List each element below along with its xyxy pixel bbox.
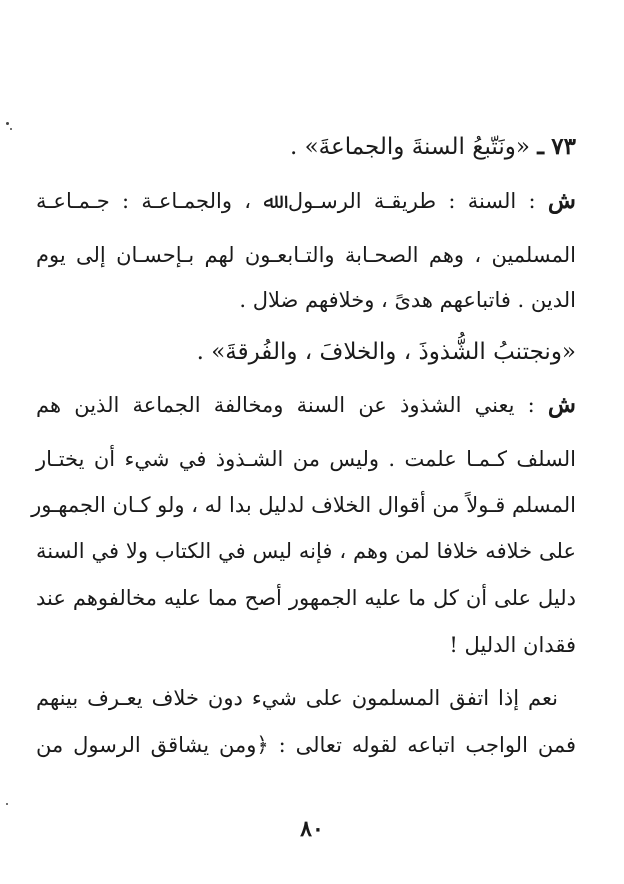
- section-quote-2: «ونجتنبُ الشُّذوذَ ، والخلافَ ، والفُرقةَ» .: [196, 339, 576, 365]
- comment-1-line-1: [36, 186, 576, 216]
- scan-speck: [6, 803, 8, 805]
- comment-2-line-6: فقدان الدليل !: [449, 633, 576, 657]
- comment-2-line-1: [36, 390, 576, 420]
- commentary-marker: ش: [547, 187, 576, 214]
- section-dash: ـ: [537, 133, 544, 160]
- comment-2-line-5: دليل على أن كل ما عليه الجمهور أصح مما عليه مخالفوهم عند: [36, 586, 576, 610]
- scan-speck: [10, 128, 12, 130]
- paragraph-3-line-2: فمن الواجب اتباعه لقوله تعالى : ﴿ومن يشاقق الرسول من: [36, 733, 576, 757]
- section-number: ٧٣: [551, 133, 576, 160]
- paragraph-3-line-1: نعم إذا اتفق المسلمون على شيء دون خلاف يعـرف بينهم: [36, 686, 558, 710]
- comment-1-line-2: المسلمين ، وهم الصحـابة والتـابعـون لهم بـإحسـان إلى يوم: [36, 243, 576, 267]
- section-73-quote: «ونَتّبعُ السنةَ والجماعةَ» .: [289, 134, 530, 160]
- commentary-marker: ش: [547, 391, 576, 418]
- comment-2-line-3: المسلم قـولاً من أقوال الخلاف لدليل بدا له ، ولو كـان الجمهـور: [31, 493, 576, 517]
- comment-text: : السنة : طريقـة الرسـول ﷲ ، والجمـاعـة : جـمـاعـة: [36, 189, 536, 213]
- page-number: ٨٠: [300, 816, 324, 842]
- comment-2-line-2: السلف كـمـا علمت . وليس من الشـذوذ في شيء أن يختـار: [36, 447, 576, 471]
- comment-1-line-3: الدين . فاتباعهم هدىً ، وخلافهم ضلال .: [239, 288, 576, 312]
- section-73-heading: [36, 132, 576, 162]
- scan-speck: [6, 122, 9, 125]
- comment-2-line-4: على خلافه خلافا لمن وهم ، فإنه ليس في الكتاب ولا في السنة: [36, 539, 576, 563]
- comment-text: : يعني الشذوذ عن السنة ومخالفة الجماعة الذين هم: [36, 393, 535, 417]
